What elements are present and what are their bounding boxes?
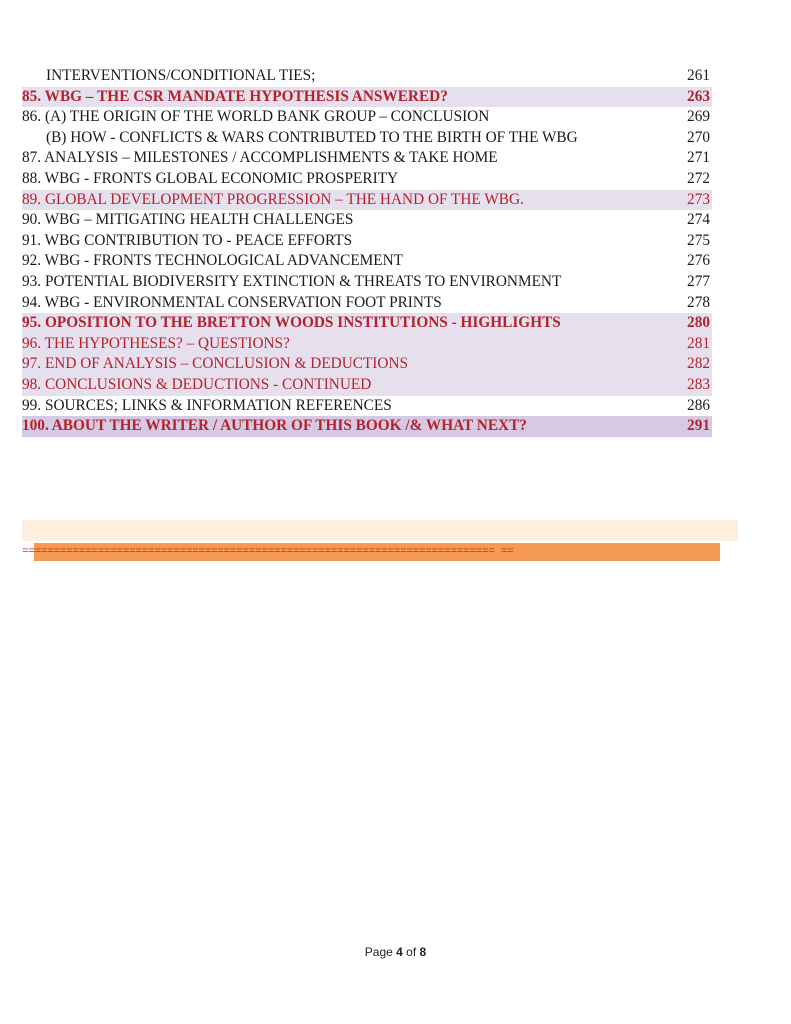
toc-entry-title: 97. END OF ANALYSIS – CONCLUSION & DEDUCTIONS (22, 355, 409, 373)
footer-of-word: of (406, 945, 417, 959)
peach-band (22, 520, 738, 541)
toc-entry[interactable] (22, 169, 712, 190)
toc-entry-title: 95. OPOSITION TO THE BRETTON WOODS INSTITUTIONS - HIGHLIGHTS (22, 314, 561, 332)
toc-entry[interactable] (22, 251, 712, 272)
footer-current-page: 4 (396, 945, 403, 959)
toc-entry[interactable] (22, 107, 712, 128)
toc-entry-page: 276 (687, 252, 710, 270)
toc-entry[interactable] (22, 334, 712, 355)
toc-entry-page: 277 (687, 272, 710, 290)
divider-text: =========================================================================== == (22, 546, 514, 558)
toc-entry-title: 96. THE HYPOTHESES? – QUESTIONS? (22, 334, 290, 352)
toc-entry[interactable] (22, 375, 712, 396)
toc-entry[interactable] (22, 272, 712, 293)
footer-page-word: Page (364, 945, 393, 959)
toc-entry-page: 280 (687, 314, 710, 332)
toc-entry-title: 94. WBG - ENVIRONMENTAL CONSERVATION FOOT PRINTS (22, 293, 442, 311)
toc-entry-page: 286 (687, 396, 710, 414)
toc-entry-title: 85. WBG – THE CSR MANDATE HYPOTHESIS ANSWERED? (22, 87, 448, 105)
toc-entry[interactable] (22, 396, 712, 417)
toc-entry-page: 273 (687, 190, 710, 208)
toc-entry-page: 291 (687, 417, 710, 435)
toc-entry[interactable] (22, 128, 712, 149)
toc-entry-page: 261 (687, 67, 710, 84)
section-divider (22, 543, 722, 561)
toc-entry[interactable] (22, 87, 712, 108)
toc-entry-page: 275 (687, 231, 710, 249)
toc-entry-page: 283 (687, 375, 710, 393)
toc-entry[interactable] (22, 354, 712, 375)
toc-entry-title: 99. SOURCES; LINKS & INFORMATION REFERENCES (22, 396, 392, 414)
toc-entry-title: INTERVENTIONS/CONDITIONAL TIES; (46, 67, 316, 84)
toc-entry-page: 271 (687, 149, 710, 167)
toc-entry-page: 281 (687, 334, 710, 352)
toc-entry-title: 91. WBG CONTRIBUTION TO - PEACE EFFORTS (22, 231, 353, 249)
toc-entry[interactable] (22, 313, 712, 334)
toc-entry[interactable] (22, 231, 712, 252)
toc-entry-page: 278 (687, 293, 710, 311)
toc-entry-title: 86. (A) THE ORIGIN OF THE WORLD BANK GROUP – CONCLUSION (22, 108, 490, 126)
toc-entry-page: 282 (687, 355, 710, 373)
toc-entry-page: 270 (687, 128, 710, 146)
toc-entry-title: 90. WBG – MITIGATING HEALTH CHALLENGES (22, 211, 354, 229)
table-of-contents (22, 66, 712, 437)
toc-entry[interactable] (22, 148, 712, 169)
toc-entry-title: 89. GLOBAL DEVELOPMENT PROGRESSION – THE HAND OF THE WBG. (22, 190, 524, 208)
toc-entry-title: 93. POTENTIAL BIODIVERSITY EXTINCTION & THREATS TO ENVIRONMENT (22, 272, 562, 290)
toc-entry-title: 87. ANALYSIS – MILESTONES / ACCOMPLISHMENTS & TAKE HOME (22, 149, 498, 167)
toc-entry[interactable] (22, 210, 712, 231)
toc-entry-title: 98. CONCLUSIONS & DEDUCTIONS - CONTINUED (22, 375, 372, 393)
page-footer (0, 945, 791, 959)
toc-entry-page: 274 (687, 211, 710, 229)
toc-entry[interactable] (22, 190, 712, 211)
footer-total-pages: 8 (419, 945, 427, 959)
toc-entry[interactable] (22, 66, 712, 87)
toc-entry-title: (B) HOW - CONFLICTS & WARS CONTRIBUTED TO THE BIRTH OF THE WBG (46, 128, 578, 146)
toc-entry-title: 92. WBG - FRONTS TECHNOLOGICAL ADVANCEMENT (22, 252, 404, 270)
toc-entry-page: 272 (687, 169, 710, 187)
toc-entry[interactable] (22, 293, 712, 314)
toc-entry-page: 269 (687, 108, 710, 126)
toc-entry[interactable] (22, 416, 712, 437)
toc-entry-title: 100. ABOUT THE WRITER / AUTHOR OF THIS BOOK /& WHAT NEXT? (22, 417, 527, 435)
toc-entry-title: 88. WBG - FRONTS GLOBAL ECONOMIC PROSPERITY (22, 169, 399, 187)
toc-entry-page: 263 (687, 87, 710, 105)
